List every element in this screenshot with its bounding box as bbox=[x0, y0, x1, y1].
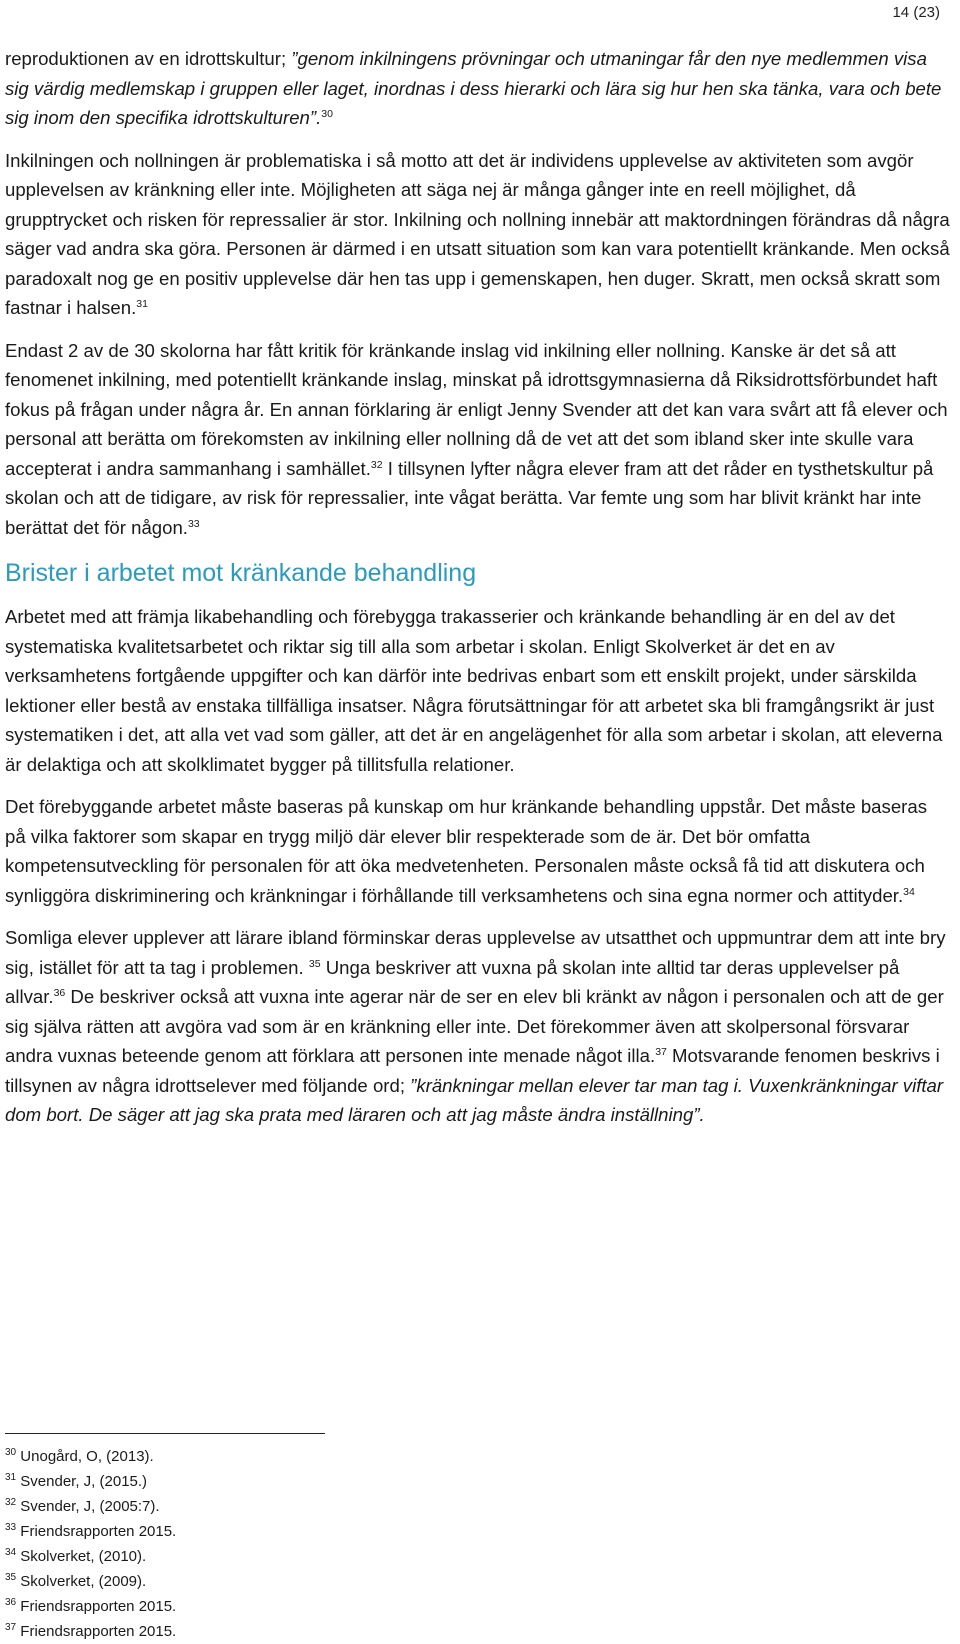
footnote bbox=[5, 1544, 605, 1569]
footnote-number: 32 bbox=[5, 1497, 17, 1508]
footnote bbox=[5, 1619, 605, 1644]
paragraph-3-text-a: Endast 2 av de 30 skolorna har fått kritik för kränkande inslag vid inkilning eller nollning. Kanske är det så att fenomenet inkilning, med potentiellt kränkande inslag, minskat på idrottsgymnasierna då Riksidrottsförbundet haft fokus på frågan under några år. En annan förklaring är enligt Jenny Svender att det kan vara svårt att få elever och personal att berätta om förekomsten av inkilning eller nollning då de vet att det som ibland sker inte skulle vara accepterat i andra sammanhang i samhället. bbox=[5, 339, 948, 479]
footnotes bbox=[5, 1444, 605, 1644]
footnote bbox=[5, 1594, 605, 1619]
footnote bbox=[5, 1519, 605, 1544]
section-heading: Brister i arbetet mot kränkande behandling bbox=[5, 559, 477, 587]
footnote-number: 36 bbox=[5, 1597, 17, 1608]
paragraph-3 bbox=[5, 336, 950, 543]
paragraph-4-text: Arbetet med att främja likabehandling och förebygga trakasserier och kränkande behandling är en del av det systematiska kvalitetsarbetet och riktar sig till alla som arbetar i skolan. Enligt Skolverket är det en av verksamhetens fortgående uppgifter och kan därför inte bedrivas enbart som ett enskilt projekt, under särskilda lektioner eller bestå av enstaka tillfälliga insatser. Några förutsättningar för att arbetet ska bli framgångsrikt är just systematiken i det, att alla vet vad som gäller, att det är en angelägenhet för alla som arbetar i skolan, att eleverna är delaktiga och att skolklimatet bygger på tillitsfulla relationer. bbox=[5, 606, 943, 775]
footnote-text: Friendsrapporten 2015. bbox=[20, 1598, 177, 1615]
paragraph-6-text-a: Somliga elever upplever att lärare ibland förminskar deras upplevelse av utsatthet och uppmuntrar dem att inte bry sig, istället för att ta tag i problemen. bbox=[5, 927, 946, 978]
footnote bbox=[5, 1569, 605, 1594]
paragraph-4 bbox=[5, 602, 950, 779]
footnote-ref-31[interactable]: 31 bbox=[136, 298, 148, 310]
footnote-text: Svender, J, (2005:7). bbox=[20, 1498, 160, 1515]
quote-idrottskultur: ”genom inkilningens prövningar och utmaningar får den nye medlemmen visa sig värdig medlemskap i gruppen eller laget, inordnas i dess hierarki och lära sig hur hen ska tänka, vara och bete sig inom den specifika idrottskulturen”. bbox=[5, 48, 942, 128]
footnote bbox=[5, 1469, 605, 1494]
paragraph-2-text: Inkilningen och nollningen är problematiska i så motto att det är individens upplevelse av aktiviteten som avgör upplevelsen av kränkning eller inte. Möjligheten att säga nej är många gånger inte en reell möjlighet, då grupptrycket och risken för repressalier är stor. Inkilning och nollning innebär att maktordningen förändras då några säger vad andra ska göra. Personen är därmed i en utsatt situation som kan vara potentiellt kränkande. Men också paradoxalt nog ge en positiv upplevelse där hen tas upp i gemenskapen, hen duger. Skratt, men också skratt som fastnar i halsen. bbox=[5, 149, 950, 318]
footnote-ref-37[interactable]: 37 bbox=[655, 1046, 667, 1058]
footnote-number: 34 bbox=[5, 1547, 17, 1558]
page-number: 14 (23) bbox=[892, 4, 940, 21]
paragraph-6-text-b: Unga beskriver att vuxna på skolan inte alltid tar deras upplevelser på allvar. bbox=[5, 956, 900, 1007]
footnote-number: 35 bbox=[5, 1572, 17, 1583]
footnote-text: Unogård, O, (2013). bbox=[20, 1448, 154, 1465]
paragraph-5 bbox=[5, 792, 950, 910]
footnote-ref-33[interactable]: 33 bbox=[187, 517, 200, 530]
paragraph-6-text-c: De beskriver också att vuxna inte agerar när de ser en elev bli kränkt av någon i personalen och att de ger sig själva rätten att avgöra vad som är en kränkning eller inte. Det förekommer även att skolpersonal försvarar andra vuxnas beteende genom att förklara att personen inte menade något illa. bbox=[5, 986, 944, 1066]
paragraph-5-text: Det förebyggande arbetet måste baseras på kunskap om hur kränkande behandling uppstår. Det måste baseras på vilka faktorer som skapar en trygg miljö där elever blir respekterade som de är. Det bör omfatta kompetensutveckling för personalen för att öka medvetenheten. Personalen måste också få tid att diskutera och synliggöra diskriminering och kränkningar i förhållande till verksamhetens och sina egna normer och attityder. bbox=[5, 796, 927, 906]
footnote-separator bbox=[5, 1433, 325, 1434]
footnote-number: 30 bbox=[5, 1447, 17, 1458]
footnote bbox=[5, 1494, 605, 1519]
paragraph-1 bbox=[5, 44, 950, 133]
paragraph-3-text-b: I tillsynen lyfter några elever fram att det råder en tysthetskultur på skolan och att de tidigare, av risk för repressalier, inte vågat berätta. Var femte ung som har blivit kränkt har inte berättat det för någon. bbox=[5, 457, 934, 538]
footnote-number: 33 bbox=[5, 1522, 17, 1533]
footnote-text: Skolverket, (2010). bbox=[20, 1548, 147, 1565]
footnote-text: Svender, J, (2015.) bbox=[20, 1473, 148, 1490]
footnote-ref-35[interactable]: 35 bbox=[308, 957, 321, 970]
paragraph-2 bbox=[5, 146, 950, 323]
footnote-text: Friendsrapporten 2015. bbox=[20, 1523, 177, 1540]
footnote-ref-32[interactable]: 32 bbox=[370, 458, 383, 471]
footnote-number: 31 bbox=[5, 1472, 17, 1483]
paragraph-6-text-d: Motsvarande fenomen beskrivs i tillsynen av några idrottselever med följande ord; bbox=[5, 1045, 940, 1096]
paragraph-6 bbox=[5, 923, 950, 1130]
footnote-text: Skolverket, (2009). bbox=[20, 1573, 147, 1590]
footnote bbox=[5, 1444, 605, 1469]
main-text bbox=[5, 44, 950, 1143]
footnote-number: 37 bbox=[5, 1622, 17, 1633]
footnote-ref-36[interactable]: 36 bbox=[53, 987, 66, 999]
paragraph-1-lead: reproduktionen av en idrottskultur; bbox=[5, 48, 292, 69]
footnote-ref-34[interactable]: 34 bbox=[903, 885, 915, 898]
quote-vuxenkrankningar: ”kränkningar mellan elever tar man tag i. Vuxenkränkningar viftar dom bort. De säger att jag ska prata med läraren och att jag måste ändra inställning”. bbox=[5, 1074, 944, 1125]
footnote-ref-30[interactable]: 30 bbox=[321, 108, 333, 120]
footnote-text: Friendsrapporten 2015. bbox=[20, 1623, 177, 1640]
